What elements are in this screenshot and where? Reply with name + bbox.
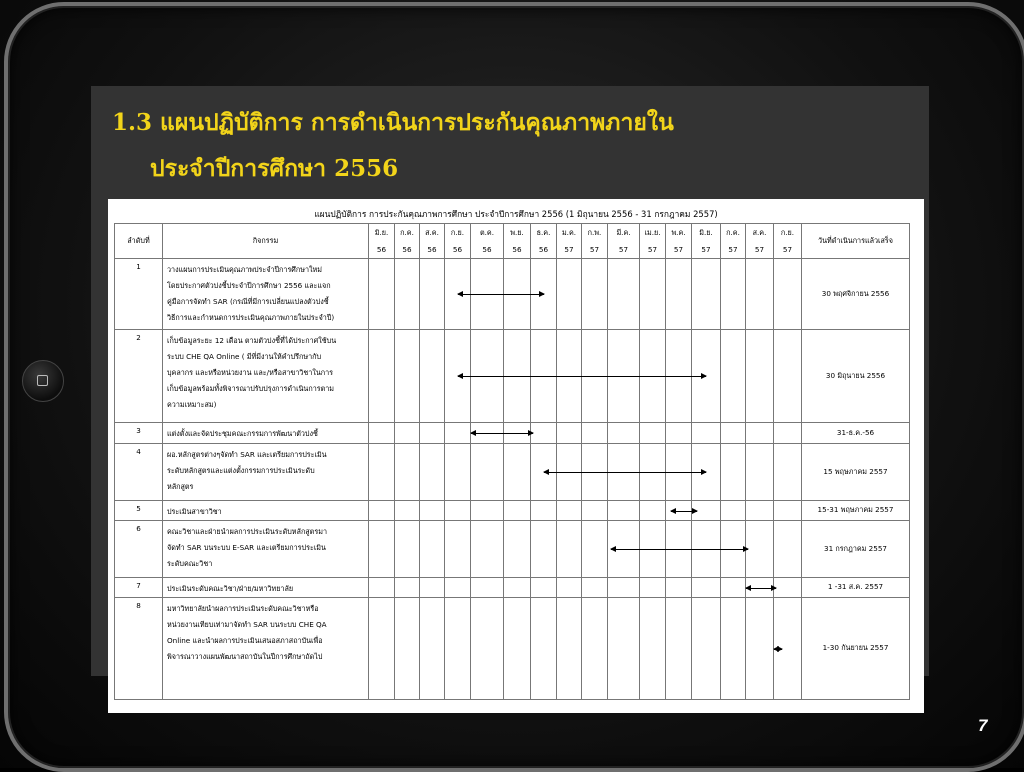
activity-cell [163, 444, 369, 501]
month-cell [608, 598, 640, 700]
month-cell [369, 578, 395, 598]
header-year: 57 [608, 241, 640, 259]
activity-line: แต่งตั้งและจัดประชุมคณะกรรมการพัฒนาตัวบ่งชี้ [167, 429, 318, 438]
month-cell [369, 330, 395, 423]
month-cell [721, 598, 746, 700]
month-cell [531, 598, 557, 700]
row-number: 1 [115, 259, 163, 330]
month-cell [721, 259, 746, 330]
activity-line: เก็บข้อมูลพร้อมทั้งพิจารณาปรับปรุงการดำเนินการตาม [167, 384, 335, 393]
row-number: 4 [115, 444, 163, 501]
header-no: ลำดับที่ [115, 224, 163, 259]
row-number: 8 [115, 598, 163, 700]
month-cell [420, 330, 445, 423]
home-button[interactable] [22, 360, 64, 402]
month-cell [774, 444, 802, 501]
activity-line: ระดับคณะวิชา [167, 559, 213, 568]
row-number: 6 [115, 521, 163, 578]
header-year: 57 [666, 241, 692, 259]
timeline-arrow [611, 549, 749, 550]
month-cell [531, 501, 557, 521]
month-cell [471, 444, 504, 501]
month-cell [557, 423, 582, 444]
month-cell [471, 501, 504, 521]
month-cell [608, 423, 640, 444]
month-cell [557, 521, 582, 578]
month-cell [774, 578, 802, 598]
month-cell [692, 598, 721, 700]
header-month: มี.ค. [608, 224, 640, 242]
month-cell [582, 521, 608, 578]
month-cell [395, 330, 420, 423]
month-cell [445, 444, 471, 501]
month-cell [721, 330, 746, 423]
activity-line: หลักสูตร [167, 482, 194, 491]
activity-line: เก็บข้อมูลระยะ 12 เดือน ตามตัวบ่งชี้ที่ได้ประกาศใช้บน [167, 336, 337, 345]
timeline-arrow [458, 294, 544, 295]
activity-cell [163, 423, 369, 444]
month-cell [774, 423, 802, 444]
activity-line: พิจารณาวางแผนพัฒนาสถาบันในปีการศึกษาถัดไป [167, 652, 323, 661]
completion-date: 15 พฤษภาคม 2557 [802, 444, 910, 501]
month-cell [608, 259, 640, 330]
month-cell [395, 501, 420, 521]
month-cell [582, 423, 608, 444]
page-number: 7 [978, 716, 988, 735]
month-cell [395, 578, 420, 598]
month-cell [557, 501, 582, 521]
month-cell [531, 578, 557, 598]
header-month: ก.ย. [774, 224, 802, 242]
activity-line: คู่มือการจัดทำ SAR (กรณีที่มีการเปลี่ยนแปลงตัวบ่งชี้ [167, 297, 329, 306]
activity-line: ประเมินระดับคณะวิชา/ฝ่าย/มหาวิทยาลัย [167, 584, 294, 593]
header-year: 57 [746, 241, 774, 259]
activity-line: หน่วยงานเทียบเท่ามาจัดทำ SAR บนระบบ CHE QA [167, 620, 327, 629]
header-month: พ.ย. [504, 224, 531, 242]
month-cell [746, 330, 774, 423]
month-cell [395, 444, 420, 501]
table-row [115, 521, 910, 578]
month-cell [445, 598, 471, 700]
month-cell [395, 259, 420, 330]
month-cell [420, 598, 445, 700]
month-cell [445, 578, 471, 598]
activity-line: มหาวิทยาลัยนำผลการประเมินระดับคณะวิชาหรือ [167, 604, 319, 613]
completion-date: 31 กรกฎาคม 2557 [802, 521, 910, 578]
month-cell [774, 501, 802, 521]
header-month: ก.ค. [395, 224, 420, 242]
month-cell [369, 444, 395, 501]
month-cell [557, 598, 582, 700]
month-cell [420, 578, 445, 598]
header-done: วันที่ดำเนินการแล้วเสร็จ [802, 224, 910, 259]
header-year: 57 [640, 241, 666, 259]
header-year: 56 [395, 241, 420, 259]
completion-date: 15-31 พฤษภาคม 2557 [802, 501, 910, 521]
month-cell [640, 598, 666, 700]
month-cell [582, 598, 608, 700]
timeline-arrow [471, 433, 534, 434]
month-cell [774, 330, 802, 423]
header-month: เม.ย. [640, 224, 666, 242]
month-cell [721, 501, 746, 521]
activity-cell [163, 330, 369, 423]
table-row [115, 578, 910, 598]
header-year: 56 [445, 241, 471, 259]
activity-line: ประเมินสาขาวิชา [167, 507, 222, 516]
row-number: 3 [115, 423, 163, 444]
activity-line: วิธีการและกำหนดการประเมินคุณภาพภายในประจำปี) [167, 313, 335, 322]
activity-cell [163, 578, 369, 598]
month-cell [774, 259, 802, 330]
month-cell [692, 578, 721, 598]
timeline-arrow [774, 649, 782, 650]
completion-date: 1 -31 ส.ค. 2557 [802, 578, 910, 598]
month-cell [445, 501, 471, 521]
row-number: 2 [115, 330, 163, 423]
month-cell [504, 501, 531, 521]
activity-line: โดยประกาศตัวบ่งชี้ประจำปีการศึกษา 2556 และแจก [167, 281, 331, 290]
month-cell [420, 501, 445, 521]
header-activity: กิจกรรม [163, 224, 369, 259]
table-row [115, 501, 910, 521]
month-cell [369, 521, 395, 578]
header-month: ก.พ. [582, 224, 608, 242]
month-cell [774, 521, 802, 578]
table-row [115, 598, 910, 700]
activity-cell [163, 521, 369, 578]
month-cell [420, 259, 445, 330]
header-month: พ.ค. [666, 224, 692, 242]
activity-line: จัดทำ SAR บนระบบ E-SAR และเตรียมการประเมิน [167, 543, 326, 552]
header-month: ก.ค. [721, 224, 746, 242]
month-cell [746, 501, 774, 521]
month-cell [471, 578, 504, 598]
month-cell [582, 501, 608, 521]
month-cell [746, 598, 774, 700]
header-month: ส.ค. [420, 224, 445, 242]
month-cell [692, 423, 721, 444]
activity-cell [163, 598, 369, 700]
month-cell [582, 578, 608, 598]
month-cell [504, 578, 531, 598]
header-month: มิ.ย. [369, 224, 395, 242]
completion-date: 1-30 กันยายน 2557 [802, 598, 910, 700]
month-cell [666, 598, 692, 700]
timeline-arrow [458, 376, 707, 377]
activity-line: ผอ.หลักสูตรต่างๆจัดทำ SAR และเตรียมการประเมิน [167, 450, 327, 459]
activity-line: วางแผนการประเมินคุณภาพประจำปีการศึกษาใหม่ [167, 265, 322, 274]
action-plan-sheet [108, 199, 924, 713]
month-cell [445, 423, 471, 444]
month-cell [369, 259, 395, 330]
month-cell [666, 423, 692, 444]
activity-line: บุคลากร และหรือหน่วยงาน และ/หรือสาขาวิชาในการ [167, 368, 333, 377]
month-cell [420, 423, 445, 444]
month-cell [692, 259, 721, 330]
activity-line: ระดับหลักสูตรและแต่งตั้งกรรมการประเมินระดับ [167, 466, 315, 475]
month-cell [640, 259, 666, 330]
header-month: ธ.ค. [531, 224, 557, 242]
month-cell [666, 259, 692, 330]
timeline-arrow [746, 588, 777, 589]
activity-cell [163, 501, 369, 521]
header-year: 57 [557, 241, 582, 259]
month-cell [640, 423, 666, 444]
month-cell [369, 501, 395, 521]
header-year: 57 [692, 241, 721, 259]
activity-line: Online และนำผลการประเมินเสนอสภาสถาบันเพื่อ [167, 636, 323, 645]
activity-cell [163, 259, 369, 330]
month-cell [420, 444, 445, 501]
header-year: 56 [420, 241, 445, 259]
row-number: 5 [115, 501, 163, 521]
header-month: ม.ค. [557, 224, 582, 242]
header-year: 57 [774, 241, 802, 259]
month-cell [608, 501, 640, 521]
activity-line: ความเหมาะสม) [167, 400, 217, 409]
timeline-arrow [544, 472, 707, 473]
header-year: 57 [582, 241, 608, 259]
month-cell [746, 423, 774, 444]
header-month: มิ.ย. [692, 224, 721, 242]
month-cell [531, 521, 557, 578]
slide-title-line2: ประจำปีการศึกษา 2556 [150, 155, 399, 182]
month-cell [721, 423, 746, 444]
month-cell [504, 444, 531, 501]
month-cell [721, 578, 746, 598]
month-cell [721, 444, 746, 501]
timeline-arrow [671, 511, 698, 512]
header-year: 56 [504, 241, 531, 259]
month-cell [471, 598, 504, 700]
month-cell [746, 521, 774, 578]
month-cell [557, 259, 582, 330]
header-year: 57 [721, 241, 746, 259]
header-month: ส.ค. [746, 224, 774, 242]
row-number: 7 [115, 578, 163, 598]
slide-title [112, 100, 674, 192]
month-cell [531, 423, 557, 444]
header-year: 56 [471, 241, 504, 259]
month-cell [471, 521, 504, 578]
month-cell [557, 578, 582, 598]
home-square-icon [37, 375, 48, 386]
activity-line: ระบบ CHE QA Online ( มีที่มีงานให้คำปรึกษากับ [167, 352, 322, 361]
header-year: 56 [369, 241, 395, 259]
month-cell [395, 598, 420, 700]
month-cell [420, 521, 445, 578]
month-cell [746, 259, 774, 330]
month-cell [582, 259, 608, 330]
slide-title-line1: 1.3 แผนปฏิบัติการ การดำเนินการประกันคุณภาพภายใน [112, 109, 674, 136]
month-cell [640, 501, 666, 521]
month-cell [640, 578, 666, 598]
completion-date: 30 มิถุนายน 2556 [802, 330, 910, 423]
month-cell [666, 578, 692, 598]
table-row [115, 444, 910, 501]
header-year: 56 [531, 241, 557, 259]
month-cell [395, 521, 420, 578]
month-cell [369, 423, 395, 444]
header-month: ก.ย. [445, 224, 471, 242]
activity-line: คณะวิชาและฝ่ายนำผลการประเมินระดับหลักสูตรมา [167, 527, 327, 536]
completion-date: 30 พฤศจิกายน 2556 [802, 259, 910, 330]
month-cell [746, 444, 774, 501]
header-month: ต.ค. [471, 224, 504, 242]
month-cell [504, 598, 531, 700]
completion-date: 31-ธ.ค.-56 [802, 423, 910, 444]
month-cell [395, 423, 420, 444]
month-cell [369, 598, 395, 700]
sheet-title: แผนปฏิบัติการ การประกันคุณภาพการศึกษา ประจำปีการศึกษา 2556 (1 มิถุนายน 2556 - 31 กรกฎาคม 2557) [314, 209, 718, 219]
month-cell [445, 521, 471, 578]
month-cell [504, 521, 531, 578]
month-cell [608, 578, 640, 598]
